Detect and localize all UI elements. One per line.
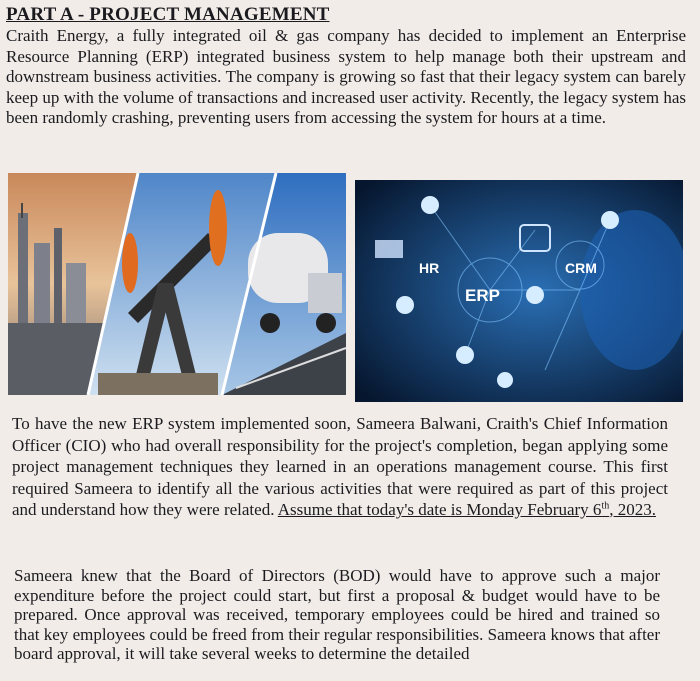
implementation-paragraph <box>12 413 668 521</box>
section-heading: PART A - PROJECT MANAGEMENT <box>6 4 330 25</box>
erp-label: ERP <box>465 286 500 305</box>
implementation-text: To have the new ERP system implemented soon, Sameera Balwani, Craith's Chief Information Officer (CIO) who had overall responsibility for the project's completion, began applying some project management techniques they learned in an operations management course. This first required Sameera to identify all the various activities that were required as part of this project and understand how they were related. <box>12 414 668 519</box>
crm-label: CRM <box>565 260 597 276</box>
assumed-date-suffix: , 2023. <box>609 500 656 519</box>
erp-network-image <box>355 180 683 402</box>
assumed-date-prefix: Assume that today's date is Monday February 6 <box>277 500 602 519</box>
intro-paragraph: Craith Energy, a fully integrated oil & gas company has decided to implement an Enterprise Resource Planning (ERP) integrated business system to help manage both their upstream and downstream business activities. The company is growing so fast that their legacy system can barely keep up with the volume of transactions and increased user activity. Recently, the legacy system has been randomly crashing, preventing users from accessing the system for hours at a time. <box>6 26 686 127</box>
hr-label: HR <box>419 260 440 276</box>
approval-paragraph: Sameera knew that the Board of Directors (BOD) would have to approve such a major expenditure before the project could start, but first a proposal & budget would have to be prepared. Once approval was received, temporary employees could be hired and trained so that key employees could be freed from their regular responsibilities. Sameera knows that after board approval, it will take several weeks to determine the detailed <box>14 566 660 663</box>
oil-gas-collage-image <box>8 173 346 395</box>
date-superscript: th <box>601 500 610 512</box>
assumed-date-note <box>278 500 656 519</box>
